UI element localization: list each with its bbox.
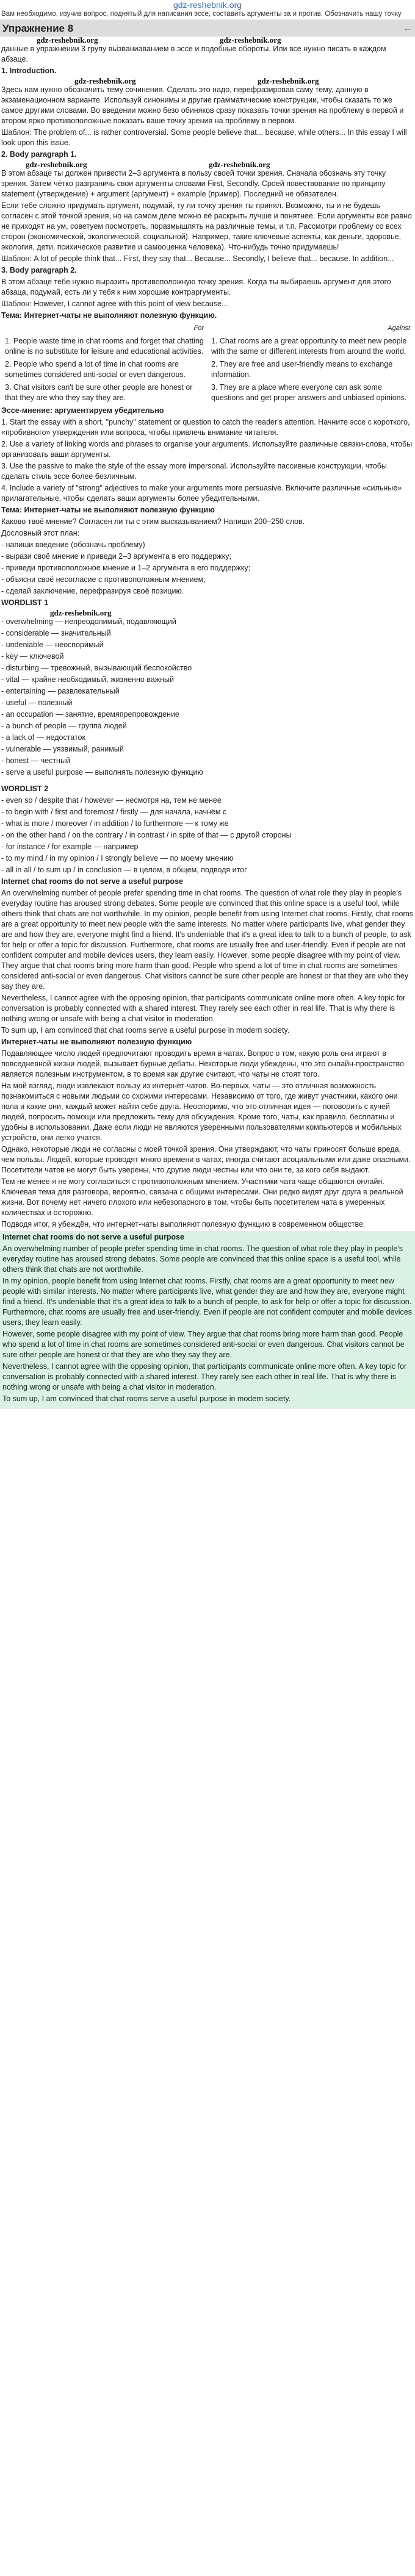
essay-paragraph: An overwhelming number of people prefer spending time in chat rooms. The question of what role they play in people's everyday routine has aroused strong debates. Some people are convinced that this online space is a useful tool, while others think that chats are not worthwhile. (2, 1244, 403, 1274)
section-heading: 1. Introduction. (1, 66, 57, 75)
translation-paragraph: Однако, некоторые люди не согласны с моей точкой зрения. Они утверждают, что чаты приносят больше вреда, чем пользы. Людей, которые проводят много времени в чатах, иногда считают асоциальными или даже опасными. Посетители чатов не могут быть уверены, что другие люди честны или что они те, за кого себя выдают. (1, 1145, 411, 1174)
translation-paragraph: Тем не менее я не могу согласиться с противоположным мнением. Участники чата чаще общаются онлайн. Ключевая тема для разговора, вероятно, связана с общими интересами. Они редко видят друг друга в реальной жизни. Вот почему нет ничего плохого или небезопасного в том, чтобы быть посетителем чата в умеренных количествах и осторожно. (1, 1177, 403, 1217)
wordlist-item: - all in all / to sum up / in conclusion — в целом, в общем, подводя итог (1, 866, 247, 874)
wordlist-item: - entertaining — развлекательный (1, 687, 120, 695)
table-row (1, 335, 414, 358)
watermark-row (1, 77, 414, 85)
arrow-left-icon[interactable]: ← (403, 23, 413, 34)
table-cell: 1. Chat rooms are a great opportunity to meet new people with the same or different interests from around the world. (211, 337, 407, 356)
table-cell: 2. They are free and user-friendly means to exchange information. (211, 360, 393, 379)
table-row (1, 358, 414, 381)
essay-title: Internet chat rooms do not serve a useful purpose (1, 877, 183, 886)
wordlist-item: - serve a useful purpose — выполнять полезную функцию (1, 768, 203, 777)
wordlist-title: WORDLIST 1 (1, 598, 49, 607)
task-question: Каково твоё мнение? Согласен ли ты с этим высказыванием? Напиши 200–250 слов. (1, 517, 305, 526)
watermark-row (0, 37, 415, 44)
table-row (1, 381, 414, 404)
template-text: Шаблон: A lot of people think that... First, they say that... Because... Secondly, I believe that... because. In addition... (1, 254, 394, 263)
site-logo[interactable]: gdz-reshebnik.org (173, 0, 242, 10)
wordlist-title: WORDLIST 2 (1, 784, 49, 793)
wordlist-item: - vulnerable — уязвимый, ранимый (1, 745, 124, 753)
essay-paragraph: To sum up, I am convinced that chat rooms serve a useful purpose in modern society. (2, 1394, 291, 1403)
section-heading: 3. Body paragraph 2. (1, 266, 77, 274)
page-title: Упражнение 8 (2, 22, 74, 34)
topic-heading: Тема: Интернет-чаты не выполняют полезную функцию. (1, 311, 217, 320)
wordlist-item: - considerable — значительный (1, 629, 111, 637)
table-cell: 3. Chat visitors can't be sure other people are honest or that they are who they say they are. (5, 383, 193, 402)
title-bar (0, 20, 415, 37)
plan-heading: Дословный этот план: (1, 529, 80, 537)
arguments-table (1, 322, 414, 404)
plan-item: - вырази своё мнение и приведи 2–3 аргумента в его поддержку; (1, 552, 231, 561)
plan-item: - приведи противоположное мнение и 1–2 аргумента в его поддержку; (1, 564, 251, 572)
wordlist-item: - what is more / moreover / in addition / to furthermore — к тому же (1, 819, 229, 828)
wordlist-item: - useful — полезный (1, 698, 73, 707)
essay-paragraph: An overwhelming number of people prefer spending time in chat rooms. The question of what role they play in people's everyday routine has aroused strong debates. Some people are convinced that this online space is a useful tool, while others think that chats are not worthwhile. In my opinion, people benefit from using Internet chat rooms. Firstly, chat rooms are a great opportunity to meet new people with the same interests. No matter where participants live, what gender they are and how they are, everyone might find a friend. It's undeniable that it's a great idea to talk to a bunch of people, to ask for help or offer a topic for discussion. Furthermore, chat rooms are usually free and user-friendly. Even if people are not confident computer and mobile devices users, they learn easily. However, some people disagree with my point of view. They argue that chat rooms bring more harm than good. People who spend a lot of time in chat rooms are sometimes considered anti-social or even dangerous. Chat visitors cannot be sure other people are honest or that they are who they say they are. (1, 889, 414, 991)
wordlist-item: - overwhelming — непреодолимый, подавляющий (1, 617, 176, 626)
wordlist-item: - undeniable — неоспоримый (1, 640, 104, 649)
template-text: Шаблон: The problem of... is rather controversial. Some people believe that... because, while others... In this essay I will look upon this issue. (1, 128, 407, 147)
translation-paragraph: Подводя итог, я убеждён, что интернет-чаты выполняют полезную функцию в современном обществе. (1, 1220, 366, 1229)
tip-item: 4. Include a variety of "strong" adjectives to make your arguments more persuasive. Включите различные «сильные» прилагательные, чтобы сделать ваши аргументы более убедительными. (1, 484, 402, 503)
wordlist-item: - an occupation — занятие, времяпрепровождение (1, 710, 179, 719)
essay-paragraph: In my opinion, people benefit from using Internet chat rooms. Firstly, chat rooms are a great opportunity to meet new people with similar interests. No matter where participants live, what gender they are and how they are, everyone might find a friend. It's undeniable that it's a great idea to talk to a bunch of people, to ask for help or offer a topic for discussion. Furthermore, chat rooms are usually free and user-friendly. Even if people are not confident computer and mobile devices users, they learn easily. (2, 1277, 412, 1327)
wordlist-item: - to begin with / first and foremost / firstly — для начала, начнём с (1, 808, 227, 816)
table-cell: 3. They are a place where everyone can ask some questions and get proper answers and unbiased opinions. (211, 383, 407, 402)
essay-title: Internet chat rooms do not serve a useful purpose (2, 1233, 184, 1241)
table-cell: 1. People waste time in chat rooms and forget that chatting online is no substitute for leisure and educational activities. (5, 337, 204, 356)
wordlist-item: - on the other hand / on the contrary / in contrast / in spite of that — с другой стороны (1, 831, 292, 839)
paragraph: Здесь нам нужно обозначить тему сочинения. Сделать это надо, перефразировав саму тему, данную в экзаменационном варианте. Используй синонимы и другие грамматические конструкции, чтобы сказать то же самое другими словами. Во введении можно безо обиняков сразу показать точки зрения на проблему в первой и втором ярко противоположные показать ваше точку зрения на проблему в первом. (1, 85, 404, 125)
tips-heading: Эссе-мнение: аргументируем убедительно (1, 406, 164, 415)
paragraph: В этом абзаце ты должен привести 2–3 аргумента в пользу своей точки зрения. Сначала обозначь эту точку зрения. Затем чётко разграничь свои аргументы словами First, Secondly. Сроей повествование по принципу statement (утверждение) + argument (аргумент) + example (пример). Последний не обязателен. (1, 169, 386, 198)
template-text: Шаблон: However, I cannot agree with this point of view because... (1, 300, 228, 308)
essay-paragraph: Nevertheless, I cannot agree with the opposing opinion, that participants communicate online more often. A key topic for conversation is probably connected with a shared interest. They rarely see each other in real life. That is why there is nothing wrong or unsafe with being a chat visitor in moderation. (1, 994, 406, 1023)
tip-item: 2. Use a variety of linking words and phrases to organise your arguments. Используйте различные связки-слова, чтобы организовать ваши аргументы. (1, 440, 413, 459)
translation-paragraph: На мой взгляд, люди извлекают пользу из интернет-чатов. Во-первых, чаты — это отличная возможность познакомиться с новыми людьми со схожими интересами. Независимо от того, где живут участники, какого они пола и какие они, каждый может найти себе друга. Неоспоримо, что это отличная идея — поговорить с кучей людей, попросить помощи или предложить тему для обсуждения. Кроме того, чаты, как правило, бесплатны и удобны в использовании. Даже если люди не являются уверенными пользователями компьютеров и мобильных устройств, они легко учатся. (1, 1082, 402, 1142)
tip-item: 3. Use the passive to make the style of the essay more impersonal. Используйте пассивные конструкции, чтобы сделать стиль эссе более безличным. (1, 462, 387, 481)
wordlist-item: - disturbing — тревожный, вызывающий беспокойство (1, 664, 192, 672)
watermark: gdz-reshebnik.org (37, 35, 98, 45)
exercise-content (0, 44, 415, 1230)
breadcrumb: Вам необходимо, изучив вопрос, поднятый для написания эссе, составить аргументы за и против. Обозначить нашу точку (1, 10, 402, 18)
plan-item: - напиши введение (обозначь проблему) (1, 540, 145, 549)
watermark: gdz-reshebnik.org (50, 608, 112, 617)
task-heading: Тема: Интернет-чаты не выполняют полезную функцию (1, 506, 215, 514)
wordlist-item: - vital — крайне необходимый, жизненно важный (1, 675, 174, 684)
watermark: gdz-reshebnik.org (258, 76, 319, 85)
watermark: gdz-reshebnik.org (74, 76, 136, 85)
essay-paragraph: Nevertheless, I cannot agree with the opposing opinion, that participants communicate online more often. A key topic for conversation is probably connected with a shared interest. They rarely see each other in real life. That is why there is nothing wrong or unsafe with being a chat visitor in moderation. (2, 1362, 407, 1391)
wordlist-item: - for instance / for example — например (1, 842, 139, 851)
wordlist-item: - to my mind / in my opinion / I strongly believe — по моему мнению (1, 854, 234, 863)
paragraph: Если тебе сложно придумать аргумент, подумай, ту ли точку зрения ты принял. Возможно, ты и не будешь согласен с этой точкой зрения, но на самом деле можно её раскрыть лучше и понятнее. Если аргументы все равно не приходят на ум, советуем посмотреть, поразмышлять на различные темы, и т.п. Рассмотри проблему со всех сторон (экономической, экологической, социальной). Например, такие ключевые аспекты, как деньги, здоровье, экология, дети, психическое развитие и самооценка человека). Что-нибудь точно придумаешь! (1, 201, 412, 251)
highlighted-essay (0, 1231, 415, 1409)
intro-text: данные в упражнении 3 групу вьізваниаванием в эссе и подобные обороты. Или все нужно писать в каждом абзаце. (1, 45, 386, 63)
wordlist-item: - a lack of — недостаток (1, 733, 85, 742)
paragraph: В этом абзаце тебе нужно выразить противоположную точку зрения. Когда ты выбираешь аргумент для этого абзаца, подумай, есть ли у тебя к ним хорошие контраргументы. (1, 278, 391, 296)
table-cell: 2. People who spend a lot of time in chat rooms are sometimes considered anti-social or even dangerous. (5, 360, 186, 379)
wordlist-item: - a bunch of people — группа людей (1, 722, 127, 730)
watermark-row (1, 609, 414, 617)
watermark: gdz-reshebnik.org (26, 160, 87, 169)
plan-item: - объясни своё несогласие с противоположным мнением; (1, 575, 206, 584)
col-against: Against (388, 325, 410, 332)
watermark-row (1, 161, 414, 168)
col-for: For (193, 325, 204, 332)
translation-paragraph: Подавляющее число людей предпочитают проводить время в чатах. Вопрос о том, какую роль они играют в повседневной жизни людей, вызывает бурные дебаты. Некоторые люди убеждены, что это онлайн-пространство является полезным инструментом, в то время как другие считают, что чаты не стоят того. (1, 1049, 404, 1078)
essay-paragraph: To sum up, I am convinced that chat rooms serve a useful purpose in modern society. (1, 1026, 290, 1035)
plan-item: - сделай заключение, перефразируя своё позицию. (1, 587, 184, 595)
translation-title: Интернет-чаты не выполняют полезную функцию (1, 1038, 192, 1046)
tip-item: 1. Start the essay with a short, "punchy" statement or question to catch the reader's attention. Начните эссе с короткого, «пробивного» утверждения или вопроса, чтобы привлечь внимание читателя. (1, 418, 410, 437)
wordlist-item: - honest — честный (1, 756, 70, 765)
section-heading: 2. Body paragraph 1. (1, 150, 77, 159)
essay-paragraph: However, some people disagree with my point of view. They argue that chat rooms bring more harm than good. People who spend a lot of time in chat rooms are sometimes considered anti-social or even dangerous. Chat visitors cannot be sure other people are honest or that they are who they say they are. (2, 1330, 405, 1359)
watermark: gdz-reshebnik.org (220, 35, 281, 45)
watermark: gdz-reshebnik.org (209, 160, 270, 169)
wordlist-item: - even so / despite that / however — несмотря на, тем не менее (1, 796, 222, 805)
wordlist-item: - key — ключевой (1, 652, 64, 661)
